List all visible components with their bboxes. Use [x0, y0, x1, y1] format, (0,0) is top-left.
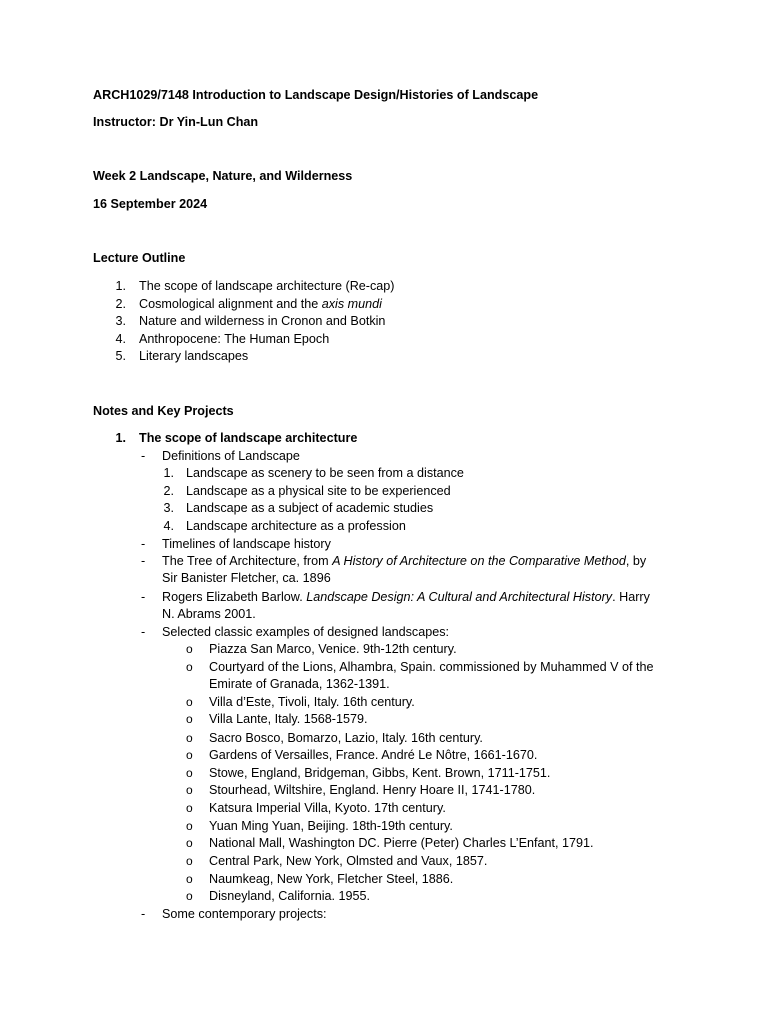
classic-example-text: National Mall, Washington DC. Pierre (Peter) Charles L’Enfant, 1791.: [209, 836, 594, 850]
classic-example-text: Naumkeag, New York, Fletcher Steel, 1886.: [209, 872, 454, 886]
circle-bullet: o: [186, 819, 193, 833]
outline-item-text: [139, 296, 382, 314]
classic-example-text: Central Park, New York, Olmsted and Vaux, 1857.: [209, 854, 488, 868]
bullet-text: N. Abrams 2001.: [162, 607, 256, 621]
definition-number: 4.: [163, 519, 174, 533]
lecture-date: 16 September 2024: [93, 197, 208, 211]
definition-number: 2.: [163, 484, 174, 498]
tree-text-after: , by: [625, 554, 647, 568]
outline-item-text-italic: axis mundi: [321, 297, 382, 311]
dash-bullet: -: [141, 537, 146, 551]
circle-bullet: o: [186, 660, 193, 674]
section-number: 1.: [115, 431, 126, 445]
circle-bullet: o: [186, 854, 193, 868]
outline-heading: Lecture Outline: [93, 251, 186, 265]
circle-bullet: o: [186, 783, 193, 797]
circle-bullet: o: [186, 642, 193, 656]
bullet-text: [162, 553, 646, 571]
outline-item-number: 5.: [115, 349, 126, 363]
circle-bullet: o: [186, 695, 193, 709]
circle-bullet: o: [186, 766, 193, 780]
definition-text: Landscape as a subject of academic studies: [186, 501, 434, 515]
bullet-text: Sir Banister Fletcher, ca. 1896: [162, 571, 331, 585]
definition-text: Landscape as a physical site to be experienced: [186, 484, 451, 498]
tree-book-title: A History of Architecture on the Comparative Method: [332, 554, 626, 568]
tree-text-plain: The Tree of Architecture, from: [162, 554, 333, 568]
classic-example-text: Sacro Bosco, Bomarzo, Lazio, Italy. 16th century.: [209, 731, 483, 745]
notes-heading: Notes and Key Projects: [93, 404, 234, 418]
outline-item-number: 2.: [115, 297, 126, 311]
dash-bullet: -: [141, 449, 146, 463]
outline-item-text: The scope of landscape architecture (Re-cap): [139, 279, 395, 293]
classic-example-text: Courtyard of the Lions, Alhambra, Spain. commissioned by Muhammed V of the: [209, 660, 654, 674]
circle-bullet: o: [186, 712, 193, 726]
dash-bullet: -: [141, 590, 146, 604]
dash-bullet: -: [141, 907, 146, 921]
rogers-book-title: Landscape Design: A Cultural and Architectural History: [306, 590, 613, 604]
bullet-text: Selected classic examples of designed landscapes:: [162, 625, 450, 639]
definition-number: 1.: [163, 466, 174, 480]
classic-example-text: Gardens of Versailles, France. André Le Nôtre, 1661-1670.: [209, 748, 538, 762]
classic-example-text: Villa Lante, Italy. 1568-1579.: [209, 712, 368, 726]
outline-item-text: Literary landscapes: [139, 349, 249, 363]
instructor-line: Instructor: Dr Yin-Lun Chan: [93, 115, 259, 129]
circle-bullet: o: [186, 801, 193, 815]
definition-number: 3.: [163, 501, 174, 515]
bullet-text: Some contemporary projects:: [162, 907, 327, 921]
circle-bullet: o: [186, 889, 193, 903]
classic-example-text: Emirate of Granada, 1362-1391.: [209, 677, 390, 691]
course-title: ARCH1029/7148 Introduction to Landscape Design/Histories of Landscape: [93, 88, 539, 102]
outline-item-number: 3.: [115, 314, 126, 328]
dash-bullet: -: [141, 554, 146, 568]
section-title-text: The scope of landscape architecture: [139, 431, 358, 445]
circle-bullet: o: [186, 731, 193, 745]
circle-bullet: o: [186, 836, 193, 850]
bullet-text: Definitions of Landscape: [162, 449, 300, 463]
classic-example-text: Stowe, England, Bridgeman, Gibbs, Kent. Brown, 1711-1751.: [209, 766, 551, 780]
outline-item-text: Nature and wilderness in Cronon and Botkin: [139, 314, 386, 328]
outline-item-number: 1.: [115, 279, 126, 293]
rogers-text-after: . Harry: [612, 590, 650, 604]
dash-bullet: -: [141, 625, 146, 639]
definition-text: Landscape as scenery to be seen from a distance: [186, 466, 464, 480]
week-title: Week 2 Landscape, Nature, and Wilderness: [93, 169, 353, 183]
classic-example-text: Piazza San Marco, Venice. 9th-12th century.: [209, 642, 457, 656]
outline-item-text: Anthropocene: The Human Epoch: [139, 332, 330, 346]
outline-item-text-plain: Cosmological alignment and the: [139, 297, 322, 311]
classic-example-text: Stourhead, Wiltshire, England. Henry Hoare II, 1741-1780.: [209, 783, 536, 797]
circle-bullet: o: [186, 748, 193, 762]
outline-item-number: 4.: [115, 332, 126, 346]
bullet-text: [162, 589, 650, 607]
circle-bullet: o: [186, 872, 193, 886]
classic-example-text: Disneyland, California. 1955.: [209, 889, 371, 903]
definition-text: Landscape architecture as a profession: [186, 519, 406, 533]
classic-example-text: Villa d’Este, Tivoli, Italy. 16th century.: [209, 695, 415, 709]
classic-example-text: Yuan Ming Yuan, Beijing. 18th-19th century.: [209, 819, 453, 833]
classic-example-text: Katsura Imperial Villa, Kyoto. 17th century.: [209, 801, 446, 815]
bullet-text: Timelines of landscape history: [162, 537, 331, 551]
rogers-text-plain: Rogers Elizabeth Barlow.: [162, 590, 307, 604]
